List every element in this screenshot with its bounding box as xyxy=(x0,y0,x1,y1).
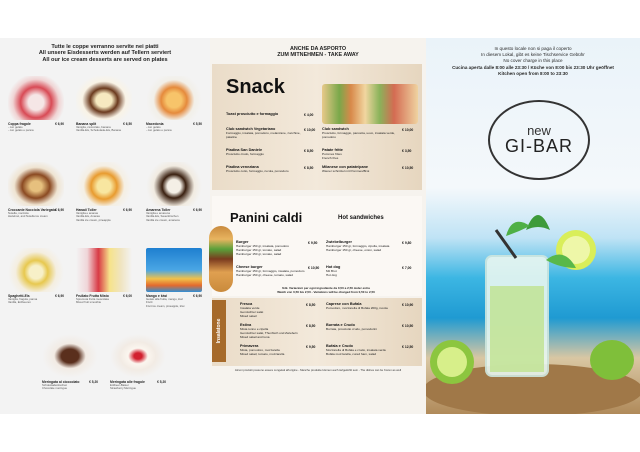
dessert-card xyxy=(76,162,132,222)
dessert-photo xyxy=(76,162,132,206)
panini-item: Zwiebelburger Hamburger 150 gr, formaggio, cipolla, insalata Hamburger 150 gr, cheese, onion, salad xyxy=(326,240,390,252)
dessert-photo xyxy=(146,248,202,292)
snack-price: € 3,50 xyxy=(402,149,412,153)
header-line-it: Tutte le coppe verranno servite nei piatti xyxy=(51,44,159,50)
info-line: In diesem Lokal, gibt es keine Tischservice Gebühr xyxy=(481,52,585,58)
takeaway-header xyxy=(212,46,424,58)
panini-price: € 9,50 xyxy=(308,241,318,245)
dessert-name: Croccante Nocciola Variegato € 6,90 xyxy=(8,208,64,212)
snack-item: Piadina San Daniele Prosciutto crudo, formaggio xyxy=(226,148,264,156)
dessert-card xyxy=(76,76,132,133)
mojito-illustration xyxy=(426,190,640,414)
mint-leaf xyxy=(506,222,530,236)
snack-price: € 8,50 xyxy=(304,149,314,153)
dessert-card xyxy=(110,334,166,391)
salad-label-bar xyxy=(212,300,226,362)
cover-info xyxy=(430,46,636,77)
salad-item: Fresca Insalata verde Gemischter salat Mixed salad xyxy=(240,302,264,318)
dessert-desc: Nutella, nocciola Hazelnut, and Nutella ice cream xyxy=(8,211,48,219)
info-line: No cover charge in this place xyxy=(503,58,563,64)
salad-price: € 9,50 xyxy=(306,345,316,349)
salad-item: Caprese con Bufala Pomodoro, mozzarella di Bufala 200g, rucola xyxy=(326,302,388,310)
info-line: In questo locale non si paga il coperto xyxy=(494,46,572,51)
dessert-photo xyxy=(146,162,202,206)
dessert-photo xyxy=(76,76,132,120)
salad-item: Burrata e Crudo Burrata, prosciutto crudo, pomodorini xyxy=(326,323,377,331)
lime-left-inner xyxy=(437,347,467,377)
header-line-de: All unsere Eisdesserts werden auf Tellern serviert xyxy=(38,50,172,57)
snack-item: Milanese con patate/pane Wiener schnitzel mit Pommes/Brot xyxy=(322,165,370,173)
dessert-card xyxy=(8,248,64,305)
dessert-desc: Vaniglia, fragola, panna Vanilla, Erdbeeren xyxy=(8,297,38,305)
dessert-photo xyxy=(8,76,64,120)
panini-item: Cheese burger Hamburger 150 gr, formaggio, insalata, pomodoro Hamburger 150 gr, cheese, tomato, salad xyxy=(236,265,305,277)
mint-leaf xyxy=(526,215,550,230)
burger-photo xyxy=(209,226,233,292)
club-sandwich-photo xyxy=(322,84,418,124)
dessert-name: Spaghetti-Eis € 6,90 xyxy=(8,294,64,298)
dessert-name: Macedonia € 5,50 xyxy=(146,122,202,126)
panini-title: Panini caldi xyxy=(230,210,303,225)
panini-price: € 7,00 xyxy=(402,266,412,270)
dessert-name: Hawaii Toller € 6,90 xyxy=(76,208,132,212)
salad-price: € 10,50 xyxy=(402,324,414,328)
dessert-card xyxy=(8,76,64,133)
salad-item: Estiva Mista tonno e cipolla Gemischter salat, Thunfisch und Zwiebeln Mixed salad and tuna xyxy=(240,323,298,339)
header-line-en: All our ice cream desserts are served on plates xyxy=(42,56,168,63)
dessert-card xyxy=(146,248,202,308)
salad-price: € 8,50 xyxy=(306,324,316,328)
snack-item: Club sandwich Vegetariano Formaggio, insalata, pomodoro, melanzane, zucchine, patatine xyxy=(226,127,301,139)
lime-right xyxy=(590,340,634,380)
dessert-desc: - con gelato - con gelato e panna xyxy=(146,125,172,133)
dessert-card xyxy=(146,76,202,133)
kitchen-hours: Cucina aperta dalle 8:00 alle 23:30 / Küche von 8:00 bis 23:30 Uhr geöffnet xyxy=(452,64,614,70)
dessert-photo xyxy=(8,162,64,206)
dessert-desc: Vaniglia e ananas Vanilla-Eis, Ananas Vanilla ice cream, pineapple xyxy=(76,211,111,222)
dessert-name: Mango e kiwi € 6,90 xyxy=(146,294,202,298)
dessert-card xyxy=(8,162,64,219)
dessert-photo xyxy=(76,248,132,292)
dessert-card xyxy=(76,248,132,305)
frozen-note: Alcuni prodotti possono essere congelati all'origine - Manche produkte können auch tiefgekühlt sein - The dishes can be frozen as well xyxy=(234,368,402,372)
dessert-name: Amarena Toller € 6,90 xyxy=(146,208,202,212)
snack-item: Toast prosciutto e formaggio xyxy=(226,112,279,116)
dessert-name: Frullato Frutta Misto € 6,00 xyxy=(76,294,132,298)
dessert-name: Meringata al cioccolato € 5,20 xyxy=(42,380,98,384)
salad-price: € 8,50 xyxy=(306,303,316,307)
panini-price: € 10,50 xyxy=(308,266,320,270)
salad-item: Bufala e Crudo Mozzarella di Bufala e crudo, insalata verde Bufala mozzarella, cured ham, salad xyxy=(326,344,387,356)
logo-gibar: GI-BAR xyxy=(504,135,573,156)
straw xyxy=(496,230,516,258)
panini-item: Burger Hamburger 150 gr, insalata, pomodoro Hamburger 150 gr, tomato, salad Hamburger 150 gr, tomato, salad xyxy=(236,240,289,256)
dessert-desc: - con gelato - con gelato e panna xyxy=(8,125,34,133)
snack-title: Snack xyxy=(226,76,285,98)
dessert-card xyxy=(146,162,202,222)
takeaway-line-2: ZUM MITNEHMEN - TAKE AWAY xyxy=(277,52,359,59)
snack-item: Club sandwich Prosciutto, formaggio, pancetta, uovo, insalata verde, pomodoro xyxy=(322,127,396,139)
panini-subtitle: Hot sandwiches xyxy=(338,215,384,221)
dessert-name: Coppa fragole € 6,90 xyxy=(8,122,64,126)
dessert-photo xyxy=(8,248,64,292)
dessert-name: Meringata alle fragole € 5,20 xyxy=(110,380,166,384)
dessert-photo xyxy=(42,334,98,378)
dessert-desc: Gelato alla frutta, mango, kiwi Frutti Fruit ice cream, pineapple, kiwi xyxy=(146,297,185,308)
desserts-header xyxy=(4,44,206,63)
salad-price: € 12,50 xyxy=(402,345,414,349)
snack-price: € 8,50 xyxy=(304,166,314,170)
dessert-photo xyxy=(146,76,202,120)
snack-item: Piadina veneziana Prosciutto cotto, formaggio, rucola, pomodoro xyxy=(226,165,289,173)
panini-item: Hot dog Mit Brot Hot dog xyxy=(326,265,341,277)
dessert-desc: Spremuta frutta mescolata Mixed fruit smoothie xyxy=(76,297,109,305)
panini-price: € 9,80 xyxy=(402,241,412,245)
snack-price: € 4,00 xyxy=(304,113,314,117)
snack-item: Patate fritte Pommes frites French fries xyxy=(322,148,343,160)
dessert-desc: Vaniglia, cioccolato, banana Vanilla-Eis, Schokolade-Eis, Banane xyxy=(76,125,122,133)
dessert-desc: Vaniglia e amarena Vanilla-Eis, Sauerkirschen Vanilla ice cream, amarena xyxy=(146,211,180,222)
dessert-card xyxy=(42,334,98,391)
snack-price: € 10,00 xyxy=(304,128,316,132)
salad-item: Primavera Mista, pomodoro, mozzarella Mixed salad, tomato, mozzarella xyxy=(240,344,285,356)
panini-note: N.B. Variazioni per ogni ingrediente da 0,50 a 2,50 Jeder extra Watch von 0,50 bis 2,50 - Variations will be charged from 0,50 to 2,50 xyxy=(277,286,375,294)
salad-price: € 10,90 xyxy=(402,303,414,307)
dessert-desc: Erdbeer-Baiser Strawberry Meringue xyxy=(110,383,136,391)
snack-price: € 10,50 xyxy=(402,166,414,170)
logo-new: new xyxy=(527,122,551,138)
snack-price: € 10,00 xyxy=(402,128,414,132)
dessert-desc: Schokoladenkuchen Chocolate meringue xyxy=(42,383,68,391)
takeaway-line-1: ANCHE DA ASPORTO xyxy=(289,46,347,52)
kitchen-hours-en: Kitchen open from 8:00 to 23:30 xyxy=(498,70,568,76)
salad-label: Insalatone xyxy=(216,318,222,344)
gibar-logo xyxy=(488,100,590,180)
dessert-photo xyxy=(110,334,166,378)
dessert-name: Banana split € 6,50 xyxy=(76,122,132,126)
mojito-liquid xyxy=(490,286,544,372)
